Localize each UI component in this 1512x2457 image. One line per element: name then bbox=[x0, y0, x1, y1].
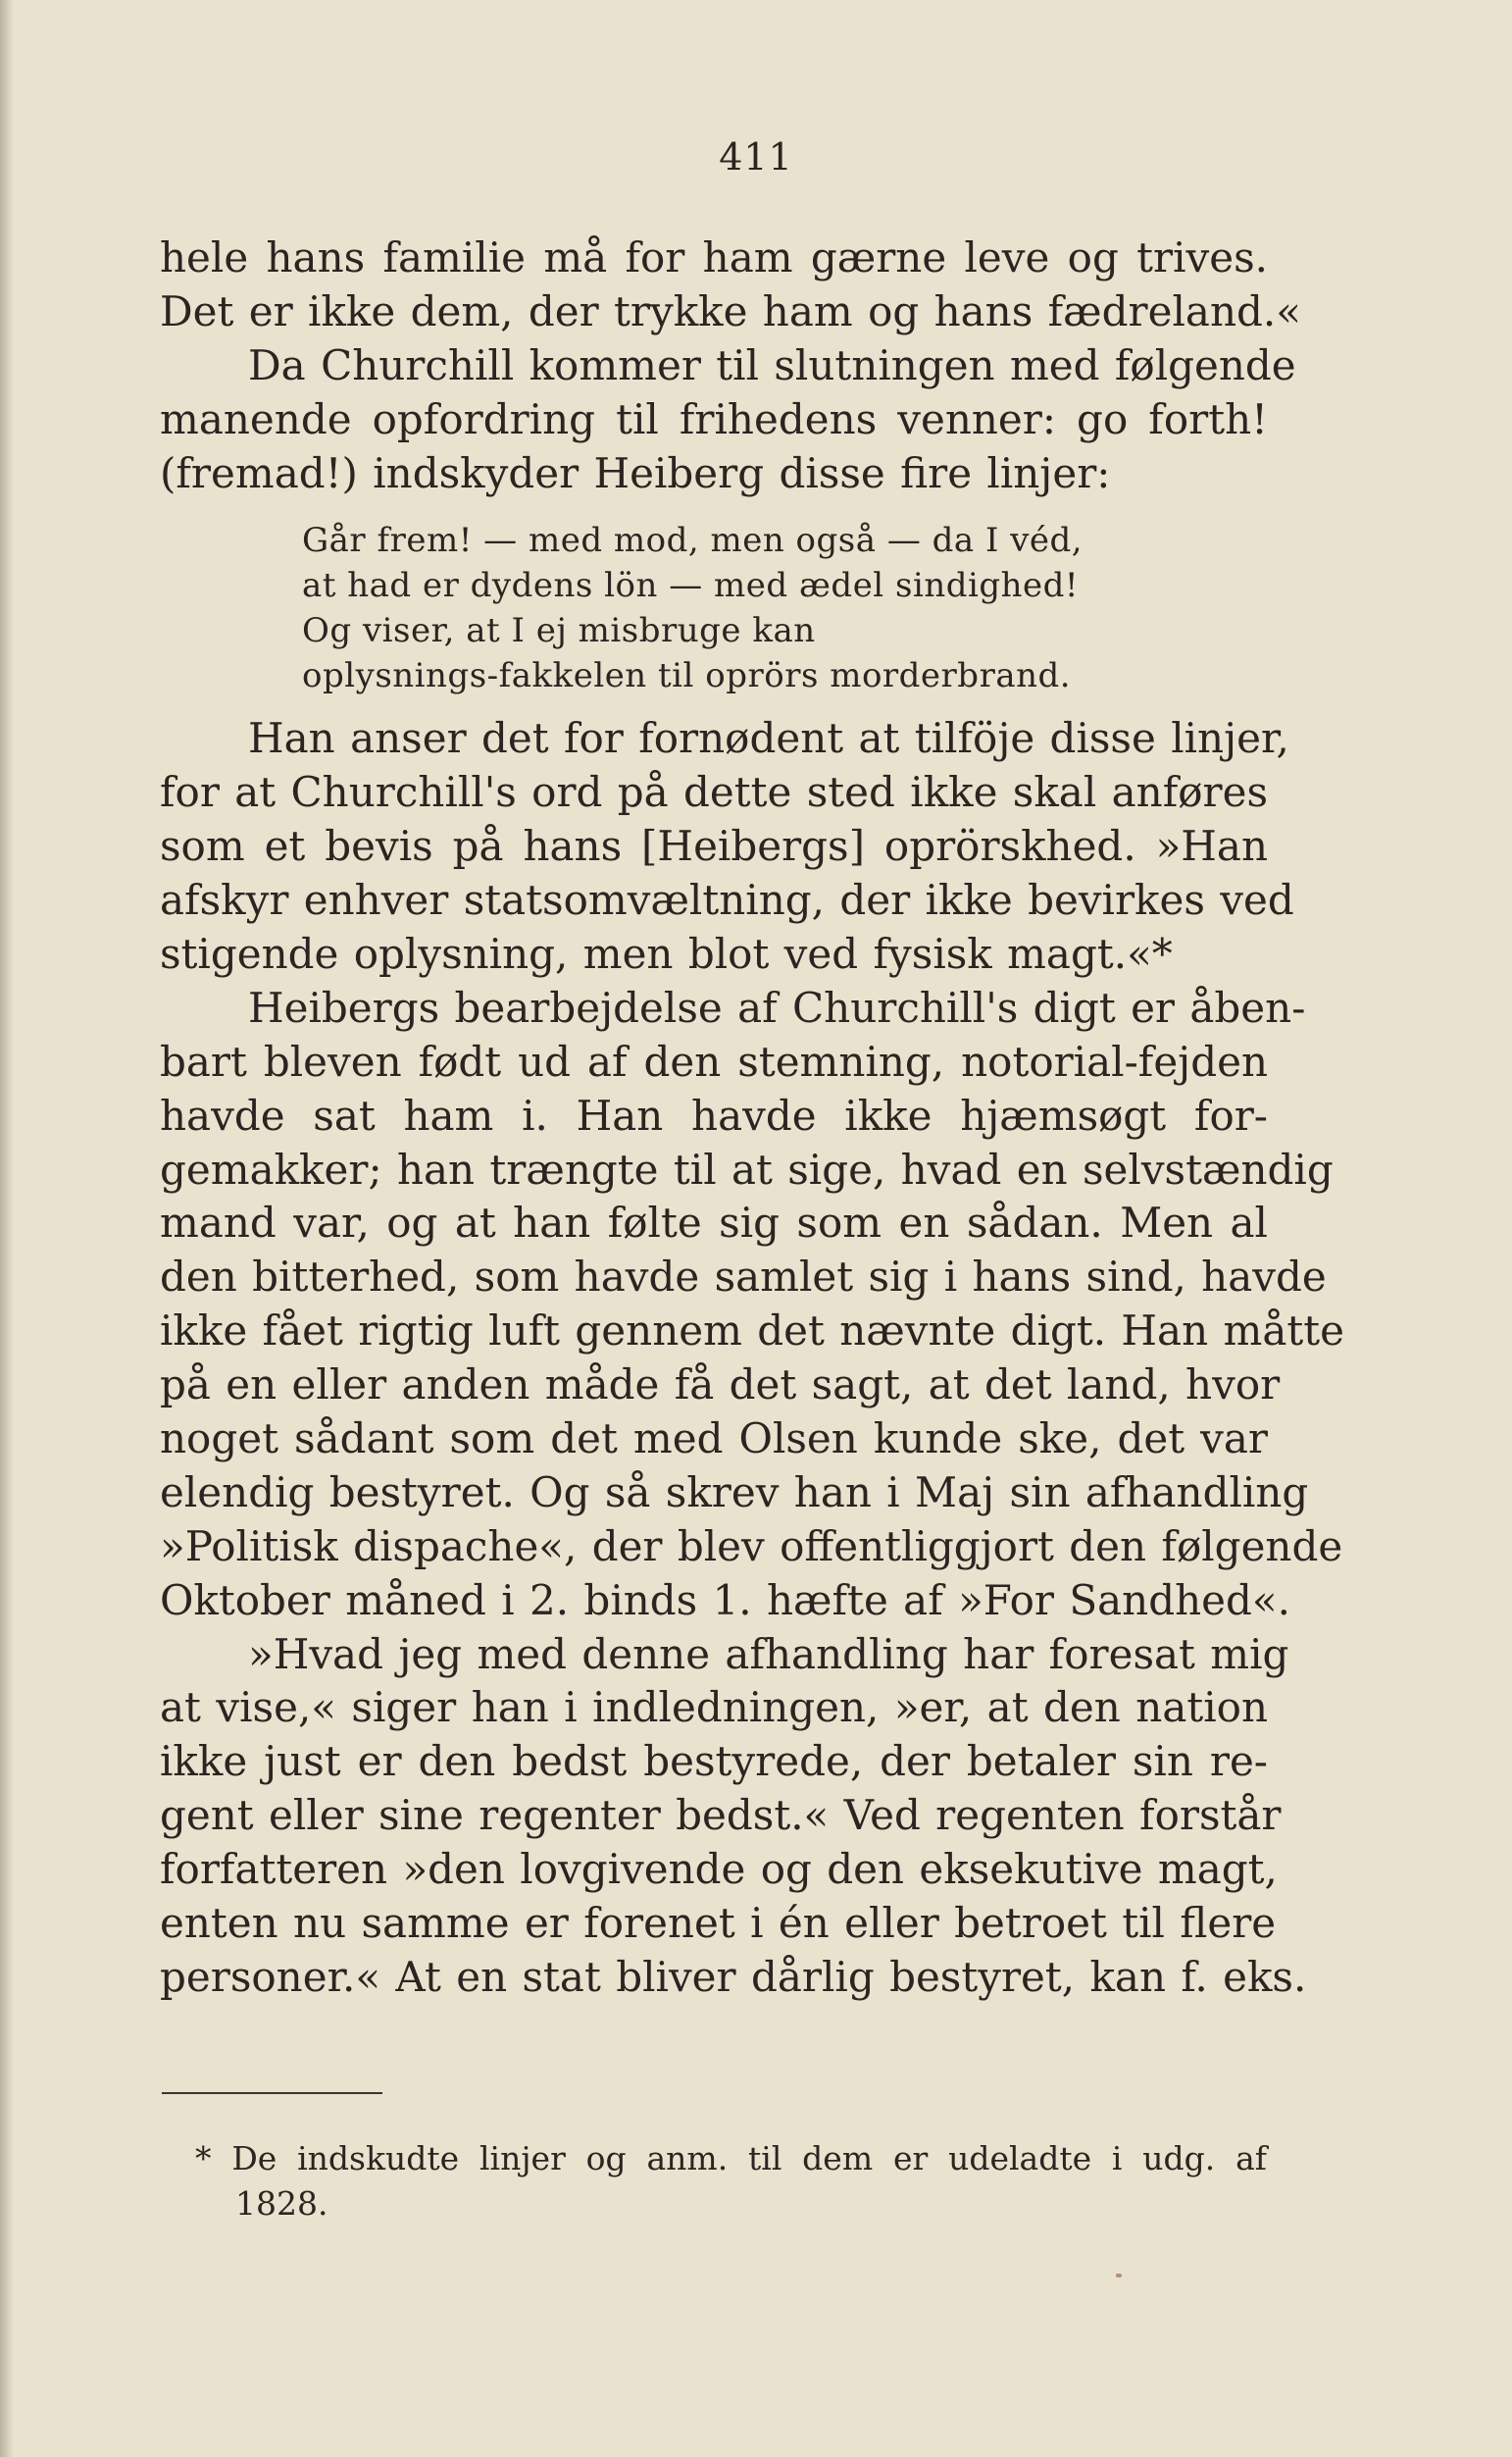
page-left-edge bbox=[0, 0, 14, 2457]
text-line: havde sat ham i. Han havde ikke hjæmsøgt for- bbox=[160, 1091, 1268, 1140]
text-line: hele hans familie må for ham gærne leve og trives. bbox=[160, 233, 1268, 282]
text-line: den bitterhed, som havde samlet sig i hans sind, havde bbox=[160, 1253, 1327, 1302]
text-line: forfatteren »den lovgivende og den eksekutive magt, bbox=[160, 1845, 1278, 1894]
text-line: for at Churchill's ord på dette sted ikke skal anføres bbox=[160, 768, 1269, 817]
text-line: at vise,« siger han i indledningen, »er, at den nation bbox=[160, 1683, 1268, 1732]
text-line: elendig bestyret. Og så skrev han i Maj sin afhandling bbox=[160, 1467, 1309, 1516]
text-line: »Hvad jeg med denne afhandling har foresat mig bbox=[248, 1629, 1289, 1678]
text-line: Oktober måned i 2. binds 1. hæfte af »For Sandhed«. bbox=[160, 1575, 1290, 1624]
page-number: 411 bbox=[719, 135, 793, 179]
text-line: (fremad!) indskyder Heiberg disse fire linjer: bbox=[160, 448, 1111, 497]
paragraph-4 bbox=[160, 1628, 1307, 2005]
text-line: gemakker; han trængte til at sige, hvad en selvstændig bbox=[160, 1145, 1334, 1194]
text-line: stigende oplysning, men blot ved fysisk magt.«* bbox=[160, 930, 1173, 979]
verse-line: Og viser, at I ej misbruge kan bbox=[302, 611, 816, 651]
footnote bbox=[196, 2136, 1267, 2227]
text-line: noget sådant som det med Olsen kunde ske, det var bbox=[160, 1414, 1268, 1463]
text-line: »Politisk dispache«, der blev offentliggjort den følgende bbox=[160, 1521, 1343, 1570]
text-line: enten nu samme er forenet i én eller betroet til flere bbox=[160, 1899, 1277, 1948]
text-line-segment: manende opfordring til frihedens venner: go forth! bbox=[160, 394, 1268, 443]
paragraph-3 bbox=[160, 982, 1344, 1628]
verse-line: Går frem! — med mod, men også — da I véd, bbox=[302, 521, 1084, 561]
footnote-line: 1828. bbox=[235, 2184, 328, 2223]
verse-line: oplysnings-fakkelen til oprörs morderbrand. bbox=[302, 656, 1072, 696]
paragraph-1 bbox=[160, 231, 1301, 500]
main-text bbox=[160, 231, 1344, 2005]
text-line: som et bevis på hans [Heibergs] oprörskhed. »Han bbox=[160, 822, 1268, 871]
verse-line: at had er dydens lön — med ædel sindighed! bbox=[302, 566, 1080, 606]
text-line: Da Churchill kommer til slutningen med følgende bbox=[248, 340, 1296, 389]
text-line: afskyr enhver statsomvæltning, der ikke bevirkes ved bbox=[160, 876, 1294, 925]
ink-speck bbox=[1116, 2274, 1122, 2278]
verse-quote bbox=[302, 518, 1268, 698]
text-line: gent eller sine regenter bedst.« Ved regenten forstår bbox=[160, 1791, 1282, 1840]
paragraph-2 bbox=[160, 712, 1294, 981]
text-line: ikke just er den bedst bestyrede, der betaler sin re- bbox=[160, 1737, 1268, 1786]
footnote-divider bbox=[162, 2092, 382, 2094]
text-line bbox=[160, 393, 1268, 447]
text-line: mand var, og at han følte sig som en sådan. Men al bbox=[160, 1199, 1268, 1248]
text-line: ikke fået rigtig luft gennem det nævnte digt. Han måtte bbox=[160, 1306, 1344, 1356]
text-line: bart bleven født ud af den stemning, notorial-fejden bbox=[160, 1037, 1268, 1086]
text-line: Han anser det for fornødent at tilföje disse linjer, bbox=[248, 714, 1289, 763]
footnote-line: * De indskudte linjer og anm. til dem er udeladte i udg. af bbox=[195, 2139, 1267, 2177]
text-line: Det er ikke dem, der trykke ham og hans fædreland.« bbox=[160, 286, 1301, 335]
text-line: på en eller anden måde få det sagt, at det land, hvor bbox=[160, 1360, 1281, 1409]
text-line: personer.« At en stat bliver dårlig bestyret, kan f. eks. bbox=[160, 1952, 1307, 2001]
text-line: Heibergs bearbejdelse af Churchill's digt er åben- bbox=[248, 983, 1306, 1032]
